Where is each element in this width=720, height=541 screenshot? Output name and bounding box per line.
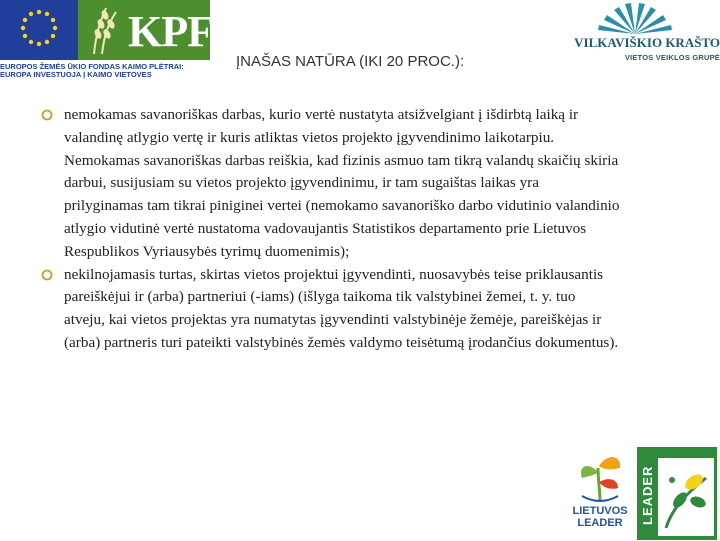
wheat-icon: [86, 4, 120, 56]
vilkaviskio-krasto-logo: [550, 0, 720, 70]
lt-leader-caption: [568, 505, 632, 529]
list-item: [40, 104, 620, 264]
lt-leader-line2: LEADER: [577, 517, 623, 529]
leader-vertical-text: LEADER: [640, 465, 655, 525]
eu-flag-icon: [0, 0, 78, 60]
bullet-list: [40, 104, 620, 355]
bullet-text: nekilnojamasis turtas, skirtas vietos projektui įgyvendinti, nuosavybės teise priklausantis pareiškėjui ir (arba) partneriui (-iams) (išlyga taikoma tik valstybinei žemei, t. y. tuo atveju, kai vietos projektas yra numatytas įgyvendinti valstybinėje žemėje, pareiškėjas ir (arba) partneris turi pateikti valstybinės žemės valdymo teisėtumą įrodančius dokumentus).: [64, 265, 619, 351]
vk-logo-name: VILKAVIŠKIO KRAŠTO: [574, 35, 720, 50]
eu-kpf-logo-banner: [0, 0, 213, 80]
leader-leaf-icon: [658, 458, 714, 536]
lt-leader-line1: LIETUVOS: [572, 505, 628, 517]
kpf-logo-text: KPF: [128, 7, 213, 56]
hollow-circle-bullet-icon: [40, 108, 54, 122]
eu-caption-line1: EUROPOS ŽEMĖS ŪKIO FONDAS KAIMO PLĖTRAI:: [0, 62, 184, 71]
vk-logo-subtitle: VIETOS VEIKLOS GRUPĖ: [624, 53, 720, 62]
sun-rays-icon: [590, 0, 680, 36]
list-item: [40, 264, 620, 355]
eu-caption-line2: EUROPA INVESTUOJA Į KAIMO VIETOVES: [0, 70, 152, 79]
leader-logo-panel: [658, 458, 714, 536]
hollow-circle-bullet-icon: [40, 268, 54, 282]
bullet-text: nemokamas savanoriškas darbas, kurio vertė nustatyta atsižvelgiant į išdirbtą laiką ir valandinę atlygio vertę ir kuris atliktas vietos projekto įgyvendinimo laikotarpiu. Nemokamas savanoriškas darbas reiškia, kad fizinis asmuo tam tikrą valandų skaičių skiria darbui, susijusiam su vietos projekto įgyvendinimu, ir tam sugaištas laikas yra prilyginamas tam tikrai piniginei vertei (nemokamo savanoriško darbo vidutinio valandinio atlygio vidutinė vertė nustatoma vadovaujantis Statistikos departamento prie Lietuvos Respublikos Vyriausybės tyrimų duomenimis);: [64, 106, 620, 260]
page-title: ĮNAŠAS NATŪRA (IKI 20 PROC.):: [236, 53, 465, 70]
